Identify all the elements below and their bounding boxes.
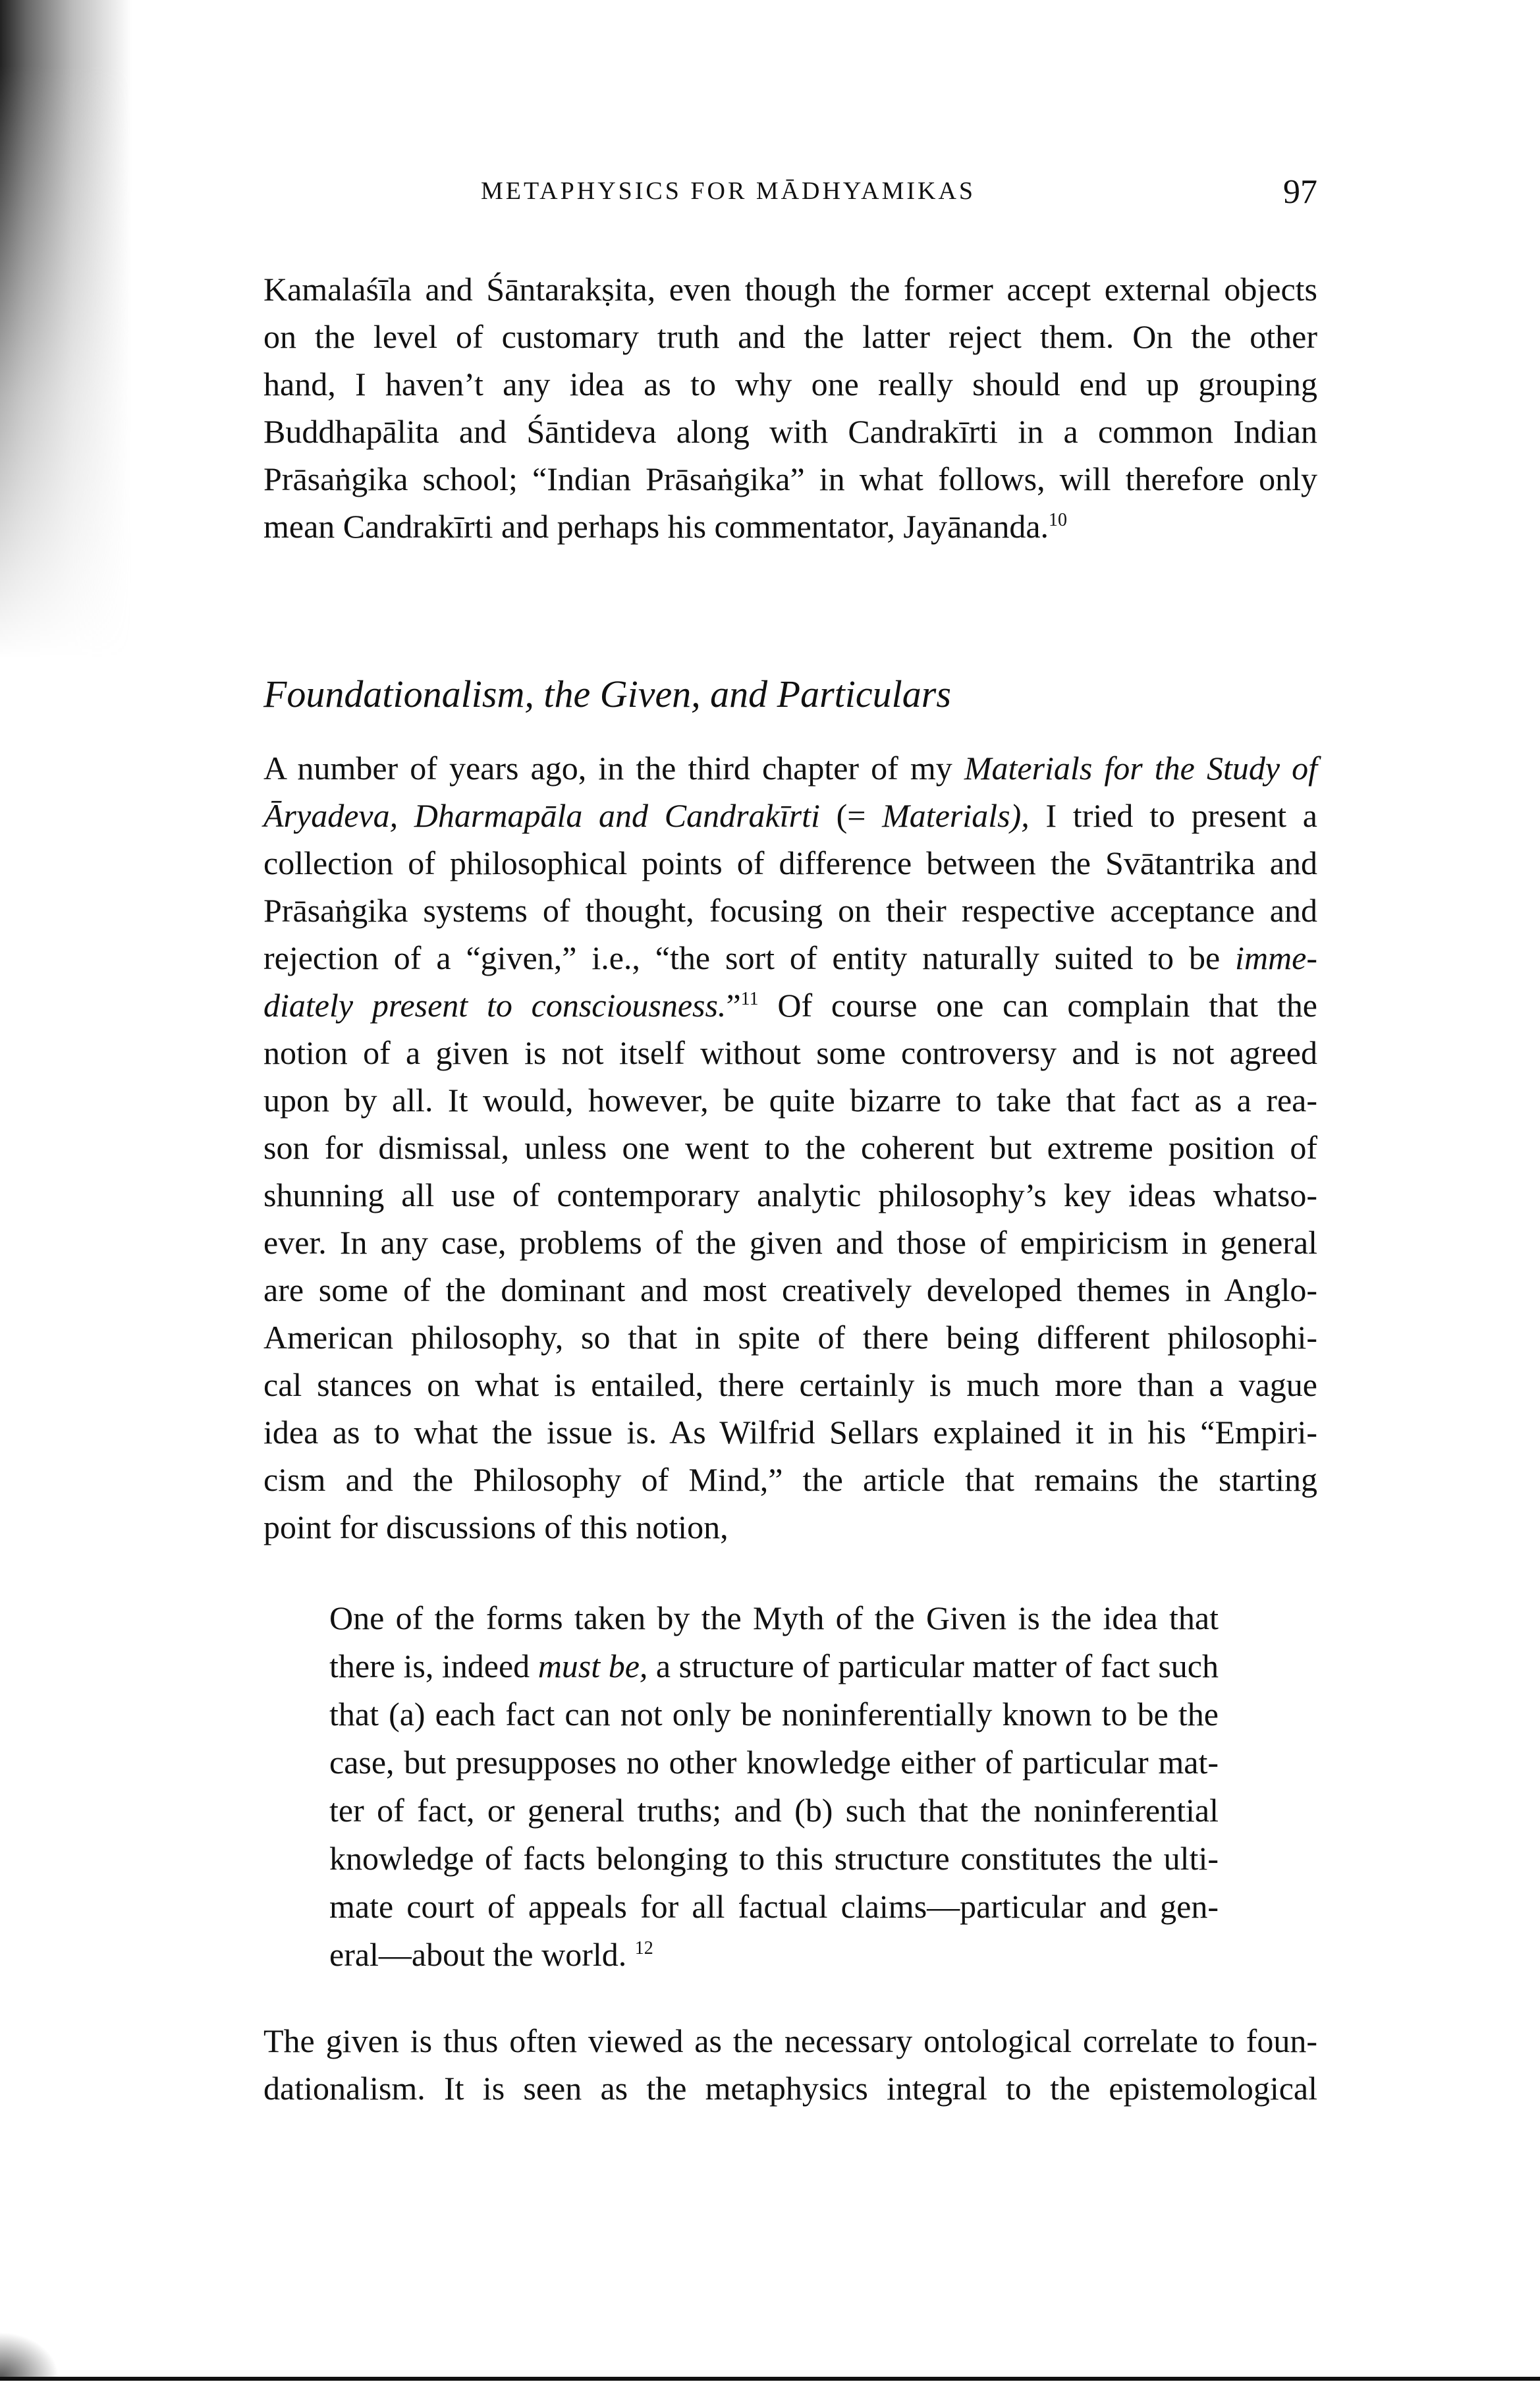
italic-text: Materials for the Study of [964,750,1317,787]
text-line [263,1171,1317,1219]
text-run: (= [819,797,883,834]
italic-text: diately present to consciousness. [263,987,727,1024]
text-line [263,982,1317,1029]
paragraph-1 [263,265,1317,550]
text-run: rejection of a “given,” i.e., “the sort of entity naturally suited to be [263,939,1236,976]
text-run: knowledge of facts belonging to this structure constitutes the ulti- [329,1840,1219,1877]
text-line [263,839,1317,887]
text-run: idea as to what the issue is. As Wilfrid Sellars explained it in his “Empiri- [263,1414,1317,1451]
text-run: point for discussions of this notion, [263,1509,729,1545]
footnote-marker: 11 [740,989,759,1009]
scan-bottom-edge [0,2377,1540,2381]
paragraph-2 [263,744,1317,1551]
running-head [263,173,1317,216]
text-line [263,265,1317,313]
scan-corner-shadow [0,2332,59,2378]
footnote-marker: 10 [1049,510,1068,530]
text-run: The given is thus often viewed as the necessary ontological correlate to foun- [263,2022,1317,2059]
text-line [263,2017,1317,2065]
text-line [263,1361,1317,1408]
text-line [263,455,1317,503]
text-line [263,1314,1317,1361]
text-run: ever. In any case, problems of the given and those of empiricism in general [263,1224,1317,1261]
text-run: American philosophy, so that in spite of there being different philosophi- [263,1319,1317,1356]
text-line [329,1690,1219,1738]
text-run: hand, I haven’t any idea as to why one really should end up grouping [263,366,1317,402]
paragraph-3 [263,2017,1317,2112]
footnote-marker: 12 [634,1938,653,1958]
text-line [263,1219,1317,1266]
text-run: Buddhapālita and Śāntideva along with Candrakīrti in a common Indian [263,413,1317,450]
text-run: upon by all. It would, however, be quite bizarre to take that fact as a rea- [263,1082,1317,1119]
text-line [263,1503,1317,1551]
text-line [263,503,1317,550]
text-line [263,313,1317,360]
text-run: collection of philosophical points of difference between the Svātantrika and [263,845,1317,881]
text-run: case, but presupposes no other knowledge either of particular mat- [329,1744,1219,1781]
text-run: One of the forms taken by the Myth of the Given is the idea that [329,1599,1219,1636]
text-run: cal stances on what is entailed, there certainly is much more than a vague [263,1366,1317,1403]
scan-edge-shadow [0,0,132,659]
text-run: eral—about the world. [329,1936,635,1973]
text-line [329,1642,1219,1690]
text-run: Prāsaṅgika school; “Indian Prāsaṅgika” in what follows, will therefore only [263,460,1317,497]
text-run: I tried to present a [1029,797,1318,834]
text-run: A number of years ago, in the third chapter of my [263,750,964,787]
text-line [263,1456,1317,1503]
text-line [263,1076,1317,1124]
text-line [263,1029,1317,1076]
italic-text: imme- [1235,939,1317,976]
text-run: cism and the Philosophy of Mind,” the article that remains the starting [263,1461,1317,1498]
text-line [263,934,1317,982]
text-line [329,1883,1219,1931]
running-head-title: METAPHYSICS FOR MĀDHYAMIKAS [481,177,976,205]
text-run: a structure of particular matter of fact such [647,1648,1219,1684]
italic-text: must be, [537,1648,648,1684]
text-line [263,360,1317,408]
section-heading: Foundationalism, the Given, and Particulars [263,673,951,715]
text-run: mate court of appeals for all factual claims—particular and gen- [329,1888,1219,1925]
text-run: there is, indeed [329,1648,538,1684]
text-line [329,1738,1219,1787]
text-line [329,1787,1219,1835]
text-run: notion of a given is not itself without some controversy and is not agreed [263,1034,1317,1071]
text-line [263,2065,1317,2112]
text-run: ” [726,987,741,1024]
italic-text: Materials), [882,797,1030,834]
text-line [263,792,1317,839]
text-line [263,1266,1317,1314]
text-run: Of course one can complain that the [758,987,1318,1024]
text-line [263,744,1317,792]
text-run: mean Candrakīrti and perhaps his commentator, Jayānanda. [263,508,1049,545]
text-line [329,1594,1219,1642]
text-line [263,887,1317,934]
text-run: ter of fact, or general truths; and (b) such that the noninferential [329,1792,1219,1829]
text-line [329,1835,1219,1883]
text-run: are some of the dominant and most creatively developed themes in Anglo- [263,1271,1317,1308]
text-run: dationalism. It is seen as the metaphysics integral to the epistemological [263,2070,1317,2107]
italic-text: Āryadeva, Dharmapāla and Candrakīrti [263,797,820,834]
block-quote [329,1594,1219,1979]
text-line [263,1124,1317,1171]
text-run: son for dismissal, unless one went to the coherent but extreme position of [263,1129,1317,1166]
page-number: 97 [1283,173,1317,211]
text-run: Prāsaṅgika systems of thought, focusing on their respective acceptance and [263,892,1317,929]
text-run: that (a) each fact can not only be noninferentially known to be the [329,1696,1219,1733]
text-line [329,1931,1219,1979]
text-run: shunning all use of contemporary analytic philosophy’s key ideas whatso- [263,1177,1317,1213]
text-run: on the level of customary truth and the latter reject them. On the other [263,318,1317,355]
text-run: Kamalaśīla and Śāntarakṣita, even though the former accept external objects [263,271,1317,308]
text-line [263,1408,1317,1456]
text-line [263,408,1317,455]
